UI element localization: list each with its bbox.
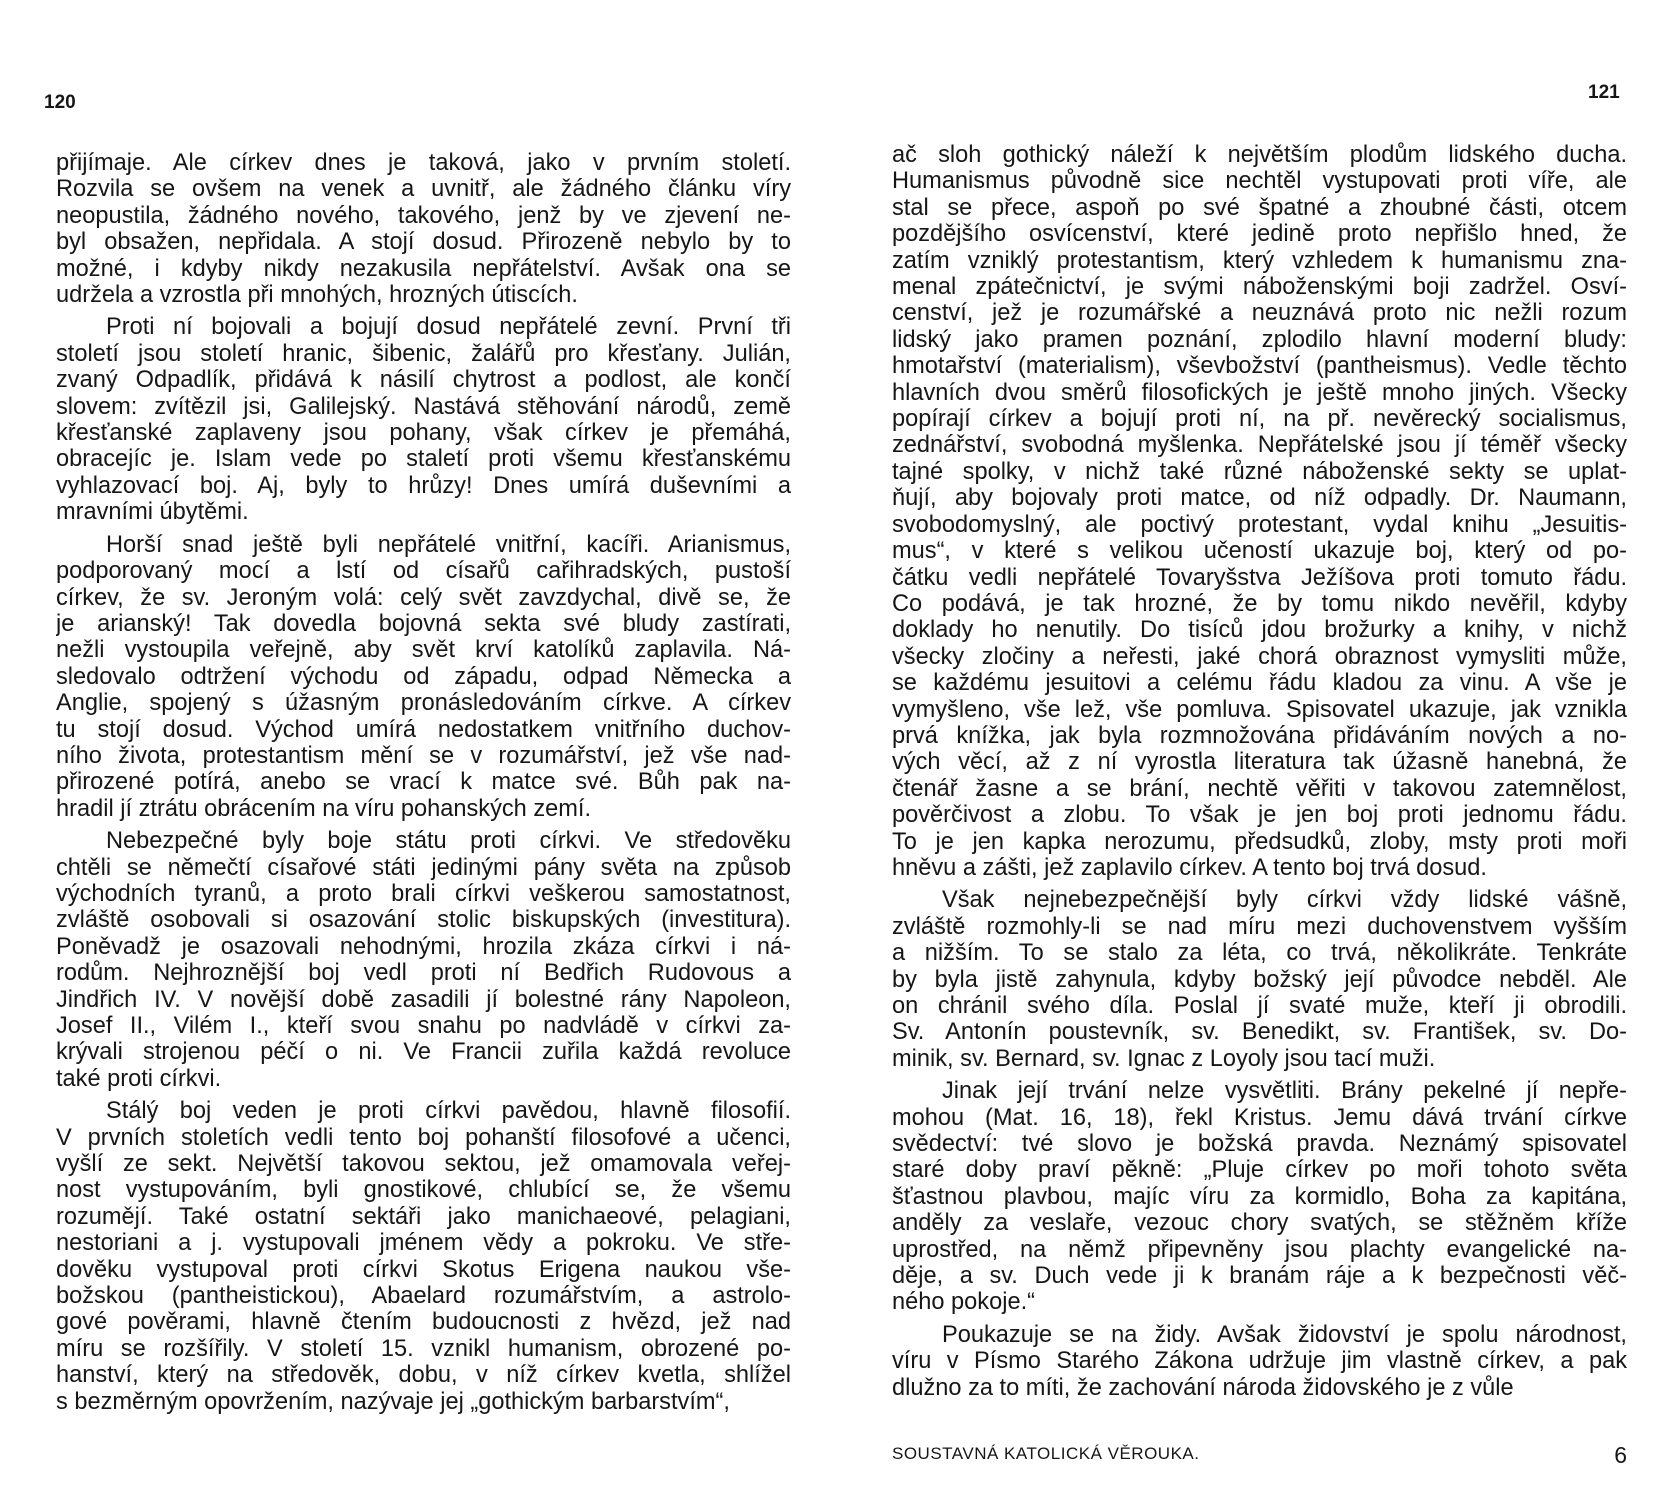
book-title-footer: SOUSTAVNÁ KATOLICKÁ VĚROUKA. <box>892 1444 1200 1463</box>
text-line: Nebezpečné byly boje státu proti církvi. Ve středověku <box>106 828 791 855</box>
text-line: pozdějšího osvícenství, které jedině proto nepřišlo hned, že <box>892 221 1627 248</box>
text-line: s bezměrným opovržením, nazývaje jej „gothickým barbarstvím“, <box>56 1388 730 1415</box>
right-page-text <box>892 142 1627 1407</box>
text-line: Horší snad ještě byli nepřátelé vnitřní, kacíři. Arianismus, <box>106 531 791 558</box>
text-line: rozumějí. Také ostatní sektáři jako manichaeové, pelagiani, <box>56 1203 791 1230</box>
text-line: svobodomyslný, ale poctivý protestant, vydal knihu „Jesuitis- <box>892 511 1627 538</box>
text-line: víru v Písmo Starého Zákona udržuje jim vlastně církev, a pak <box>892 1348 1627 1375</box>
left-page-text <box>56 150 791 1421</box>
text-line: se každému jesuitovi a celému řádu kladou za vinu. A vše je <box>892 670 1627 697</box>
text-line: doklady ho nenutily. Do tisíců jdou brožurky a knihy, v nichž <box>892 617 1627 644</box>
text-line: tu stojí dosud. Východ umírá nedostatkem vnitřního duchov- <box>56 716 791 743</box>
text-line: staré doby praví pěkně: „Pluje církev po moři tohoto světa <box>892 1157 1627 1184</box>
text-line: Sv. Antonín poustevník, sv. Benedikt, sv. František, sv. Do- <box>892 1019 1627 1046</box>
text-line: čtenář žasne a se brání, nechtě věřiti v takovou zatemnělost, <box>892 775 1627 802</box>
paragraph <box>56 828 791 1092</box>
text-line: Humanismus původně sice nechtěl vystupovati proti víře, ale <box>892 168 1627 195</box>
text-line: stal se přece, aspoň po své špatné a zhoubné části, otcem <box>892 194 1627 221</box>
text-line: sledovalo odtržení východu od západu, odpad Německa a <box>56 663 791 690</box>
text-line: ného pokoje.“ <box>892 1289 1035 1316</box>
signature-mark: 6 <box>1614 1442 1627 1468</box>
text-line: podporovaný mocí a lstí od císařů cařihradských, pustoší <box>56 558 791 585</box>
text-line: svědectví: tvé slovo je božská pravda. Neznámý spisovatel <box>892 1131 1627 1158</box>
text-line: také proti církvi. <box>56 1065 222 1092</box>
text-line: chtěli se němečtí císařové státi jedinými pány světa na způsob <box>56 854 791 881</box>
text-line: mus“, v které s velikou učeností ukazuje boj, který od po- <box>892 538 1627 565</box>
text-line: všecky zločiny a neřesti, jaké chorá obraznost vymysliti může, <box>892 643 1627 670</box>
paragraph <box>892 887 1627 1072</box>
text-line: dověku vystupoval proti církvi Skotus Erigena naukou vše- <box>56 1256 791 1283</box>
text-line: dlužno za to míti, že zachování národa židovského je z vůle <box>892 1374 1514 1401</box>
text-line: popírají církev a bojují proti ní, na př. nevěrecký socialismus, <box>892 406 1627 433</box>
text-line: ňují, aby bojovaly proti matce, od níž odpadly. Dr. Naumann, <box>892 485 1627 512</box>
paragraph <box>56 314 791 525</box>
text-line: přijímaje. Ale církev dnes je taková, jako v prvním století. <box>56 150 791 176</box>
text-line: tajné spolky, v nichž také různé náboženské sekty se uplat- <box>892 458 1627 485</box>
text-line: šťastnou plavbou, majíc víru za kormidlo, Boha za kapitána, <box>892 1183 1627 1210</box>
text-line: Jindřich IV. V novější době zasadili jí bolestné rány Napoleon, <box>56 986 791 1013</box>
text-line: křesťanské zaplaveny jsou pohany, však církev je přemáhá, <box>56 420 791 447</box>
paragraph <box>56 532 791 822</box>
text-line: hlavních dvou směrů filosofických je ještě mnoho jiných. Všecky <box>892 379 1627 406</box>
text-line: vymyšleno, vše lež, vše pomluva. Spisovatel ukazuje, jak vznikla <box>892 696 1627 723</box>
text-line: nežli vystoupila veřejně, aby svět krví katolíků zaplavila. Ná- <box>56 637 791 664</box>
text-line: uprostřed, na němž připevněny jsou plachty evangelické na- <box>892 1236 1627 1263</box>
text-line: prvá knížka, jak byla rozmnožována přidáváním nových a no- <box>892 722 1627 749</box>
text-line: mohou (Mat. 16, 18), řekl Kristus. Jemu dává trvání církve <box>892 1104 1627 1131</box>
text-line: přirozené potírá, anebo se vrací k matce své. Bůh pak na- <box>56 769 791 796</box>
text-line: ač sloh gothický náleží k největším plodům lidského ducha. <box>892 142 1627 168</box>
paragraph <box>56 1098 791 1415</box>
text-line: udržela a vzrostla při mnohých, hrozných útiscích. <box>56 282 578 309</box>
text-line: hněvu a zášti, jež zaplavilo církev. A tento boj trvá dosud. <box>892 854 1487 881</box>
text-line: obracejíc je. Islam vede po staletí proti všemu křesťanskému <box>56 446 791 473</box>
text-line: menal zpátečnictví, je svými náboženskými boji zadržel. Osví- <box>892 274 1627 301</box>
text-line: vyhlazovací boj. Aj, byly to hrůzy! Dnes umírá duševními a <box>56 472 791 499</box>
text-line: možné, i kdyby nikdy nezakusila nepřátelství. Avšak ona se <box>56 255 791 282</box>
text-line: božskou (pantheistickou), Abaelard rozumářstvím, a astrolo- <box>56 1283 791 1310</box>
text-line: lidský jako pramen poznání, zplodilo hlavní moderní bludy: <box>892 326 1627 353</box>
text-line: Anglie, spojený s úžasným pronásledováním církve. A církev <box>56 690 791 717</box>
text-line: by byla jistě zahynula, kdyby božský její původce nebděl. Ale <box>892 966 1627 993</box>
text-line: rodům. Nejhroznější boj vedl proti ní Bedřich Rudovous a <box>56 960 791 987</box>
text-line: gové pověrami, hlavně čtením budoucnosti z hvězd, jež nad <box>56 1309 791 1336</box>
text-line: hmotařství (materialism), vševbožství (pantheismus). Vedle těchto <box>892 353 1627 380</box>
text-line: zednářství, svobodná myšlenka. Nepřátelské jsou jí téměř všecky <box>892 432 1627 459</box>
text-line: čátku vedli nepřátelé Tovaryšstva Ježíšova proti tomuto řádu. <box>892 564 1627 591</box>
page-footer <box>892 1442 1627 1468</box>
text-line: Poněvadž je osazovali nehodnými, hrozila zkáza církvi i ná- <box>56 933 791 960</box>
paragraph <box>892 1322 1627 1401</box>
text-line: zvláště osobovali si osazování stolic biskupských (investitura). <box>56 907 791 934</box>
paragraph <box>56 150 791 308</box>
text-line: hanství, který na středověk, dobu, v níž církev kvetla, shlížel <box>56 1362 791 1389</box>
text-line: je arianský! Tak dovedla bojovná sekta své bludy zastírati, <box>56 610 791 637</box>
text-line: slovem: zvítězil jsi, Galilejský. Nastává stěhování národů, země <box>56 393 791 420</box>
text-line: vyšlí ze sekt. Největší takovou sektou, jež omamovala veřej- <box>56 1151 791 1178</box>
text-line: míru se rozšířily. V století 15. vznikl humanism, obrozené po- <box>56 1335 791 1362</box>
text-line: nestoriani a j. vystupovali jménem vědy a pokroku. Ve stře- <box>56 1230 791 1257</box>
text-line: Rozvila se ovšem na venek a uvnitř, ale žádného článku víry <box>56 176 791 203</box>
text-line: V prvních stoletích vedli tento boj pohanští filosofové a učenci, <box>56 1124 791 1151</box>
text-line: Proti ní bojovali a bojují dosud nepřátelé zevní. První tři <box>106 314 791 341</box>
text-line: minik, sv. Bernard, sv. Ignac z Loyoly jsou tací muži. <box>892 1045 1436 1072</box>
text-line: mravními úbytěmi. <box>56 499 249 526</box>
paragraph <box>892 142 1627 881</box>
text-line: cenství, jež je rozumářské a neuznává proto nic nežli rozum <box>892 300 1627 327</box>
text-line: zvláště rozmohly-li se nad míru mezi duchovenstvem vyšším <box>892 913 1627 940</box>
text-line: neopustila, žádného nového, takového, jenž by ve zjevení ne- <box>56 202 791 229</box>
text-line: zvaný Odpadlík, přidává k násilí chytrost a podlost, ale končí <box>56 367 791 394</box>
text-line: hradil jí ztrátu obrácením na víru pohanských zemí. <box>56 795 592 822</box>
text-line: krývali strojenou péčí o ni. Ve Francii zuřila každá revoluce <box>56 1039 791 1066</box>
paragraph <box>892 1078 1627 1316</box>
text-line: Co podává, je tak hrozné, že by tomu nikdo nevěřil, kdyby <box>892 590 1627 617</box>
page-number-left: 120 <box>44 92 76 113</box>
text-line: byl obsažen, nepřidala. A stojí dosud. Přirozeně nebylo by to <box>56 229 791 256</box>
text-line: Jinak její trvání nelze vysvětliti. Brány pekelné jí nepře- <box>942 1078 1627 1105</box>
text-line: Josef II., Vilém I., kteří svou snahu po nadvládě v církvi za- <box>56 1013 791 1039</box>
text-line: a nižším. To se stalo za léta, co trvá, několikráte. Tenkráte <box>892 940 1627 967</box>
text-line: děje, a sv. Duch vede ji k branám ráje a k bezpečnosti věč- <box>892 1263 1627 1290</box>
text-line: pověrčivost a zlobu. To však je jen boj proti jednomu řádu. <box>892 802 1627 829</box>
text-line: Poukazuje se na židy. Avšak židovství je spolu národnost, <box>942 1321 1627 1348</box>
text-line: církev, že sv. Jeroným volá: celý svět zavzdychal, divě se, že <box>56 584 791 611</box>
page-number-right: 121 <box>1588 82 1620 103</box>
text-line: století jsou století hranic, šibenic, žalářů pro křesťany. Julián, <box>56 340 791 367</box>
text-line: To je jen kapka nerozumu, předsudků, zloby, msty proti moři <box>892 828 1627 855</box>
text-line: zatím vzniklý protestantism, který vzhledem k humanismu zna- <box>892 247 1627 274</box>
text-line: nost vystupováním, byli gnostikové, chlubící se, že všemu <box>56 1177 791 1204</box>
text-line: Však nejnebezpečnější byly církvi vždy lidské vášně, <box>942 887 1627 914</box>
text-line: východních tyranů, a proto brali církvi veškerou samostatnost, <box>56 880 791 907</box>
text-line: Stálý boj veden je proti církvi pavědou, hlavně filosofií. <box>106 1098 791 1125</box>
text-line: anděly za veslaře, vezouc chory svatých, se stěžněm kříže <box>892 1210 1627 1237</box>
text-line: vých věcí, až z ní vyrostla literatura tak úžasně hanebná, že <box>892 749 1627 776</box>
text-line: on chránil svého díla. Poslal jí svaté muže, kteří ji obrodili. <box>892 993 1627 1019</box>
text-line: ního života, protestantism mění se v rozumářství, jež vše nad- <box>56 742 791 769</box>
